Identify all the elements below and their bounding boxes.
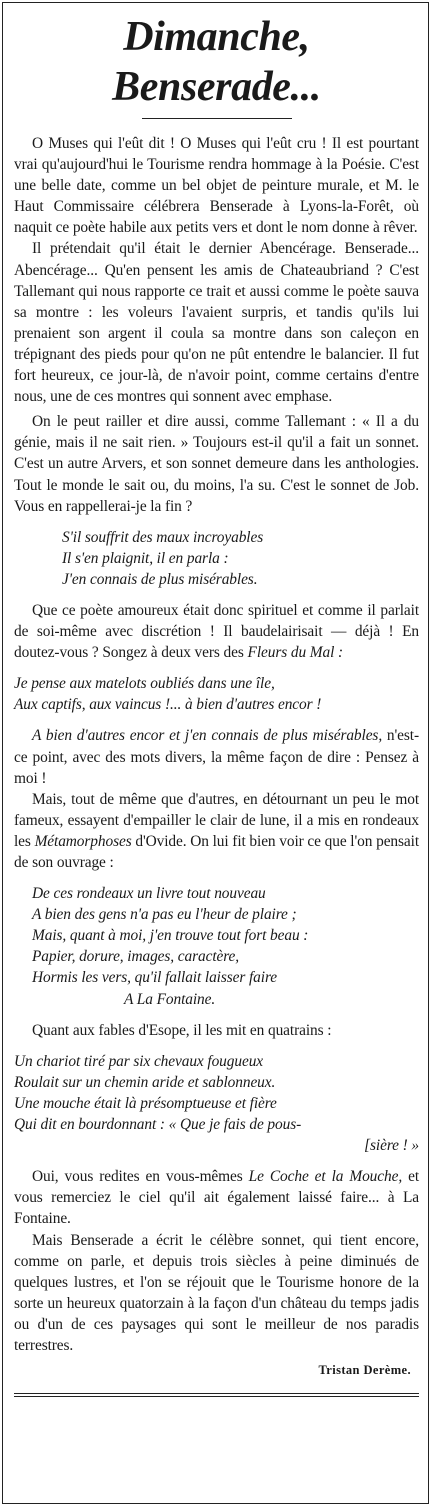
verse-line: Qui dit en bourdonnant : « Que je fais de pous- xyxy=(14,1116,302,1134)
paragraph-2: Il prétendait qu'il était le dernier Abencérage. Benserade... Abencérage... Qu'en pensent les amis de Chateaubriand ? C'est Tallemant qui nous rapporte ce trait et aussi comme le poète sauva sa montre : les voleurs l'avaient surpris, et tandis qu'ils lui prenaient son argent il coula sa montre dans son caleçon en trépignant des pieds pour qu'on ne pût entendre le balancier. Il fut fort heureux, ce jour-là, de n'avoir point, comme certains d'entre nous, une de ces montres qui sonnent avec emphase. xyxy=(14,240,419,406)
verse-quatrain xyxy=(14,1051,419,1156)
verse-job xyxy=(14,527,419,590)
end-rule xyxy=(14,1393,419,1397)
verse-line: Roulait sur un chemin aride et sablonneux. xyxy=(14,1073,276,1091)
verse-rondeau xyxy=(14,883,419,1010)
paragraph-6 xyxy=(14,789,419,873)
verse-line: Hormis les vers, qu'il fallait laisser faire xyxy=(32,969,277,987)
paragraph-4 xyxy=(14,600,419,663)
paragraph-7: Quant aux fables d'Esope, il les mit en quatrains : xyxy=(32,1021,332,1039)
coche-et-mouche: Le Coche et la Mouche, xyxy=(248,1168,403,1186)
verse-line: De ces rondeaux un livre tout nouveau xyxy=(32,885,266,903)
author-signature: Tristan Derème. xyxy=(318,1363,411,1378)
verse-line: Une mouche était là présomptueuse et fière xyxy=(14,1094,277,1112)
fleurs-du-mal: Fleurs du Mal : xyxy=(247,644,344,662)
paragraph-6-text-c: d'Ovide. On lui fit bien voir ce que l'on pensait de son ouvrage : xyxy=(14,832,419,871)
verse-line: Un chariot tiré par six chevaux fougueux xyxy=(14,1052,264,1070)
verse-line: J'en connais de plus misérables. xyxy=(62,570,258,588)
verse-line: S'il souffrit des maux incroyables xyxy=(62,528,264,546)
verse-line: A bien des gens n'a pas eu l'heur de plaire ; xyxy=(32,906,297,924)
verse-line: Papier, dorure, images, caractère, xyxy=(32,948,240,966)
verse-line: A La Fontaine. xyxy=(124,990,216,1008)
title-rule xyxy=(142,118,292,119)
paragraph-1: O Muses qui l'eût dit ! O Muses qui l'eût cru ! Il est pourtant vrai qu'aujourd'hui le Tourisme rendra hommage à la Poésie. C'est une belle date, comme un bel objet de peinture murale, et M. le Haut Commissaire célébrera Benserade à Lyons-la-Forêt, où naquit ce poète habile aux petits vers et dont le nom donne à rêver. xyxy=(14,135,419,237)
verse-line: Je pense aux matelots oubliés dans une île, xyxy=(14,675,275,693)
quote-misérables: A bien d'autres encor et j'en connais de plus misérables, xyxy=(32,727,383,745)
paragraph-4-text: Que ce poète amoureux était donc spirituel et comme il parlait de soi-même avec discrétion ! Il baudelairisait — déjà ! En doutez-vous ? Songez à deux vers des xyxy=(14,601,419,662)
verse-line: Mais, quant à moi, j'en trouve tout fort beau : xyxy=(32,927,309,945)
verse-line: Aux captifs, aux vaincus !... à bien d'autres encor ! xyxy=(14,696,322,714)
paragraph-9: Mais Benserade a écrit le célèbre sonnet, qui tient encore, comme on parle, et depuis trois siècles à peine diminués de quelques lustres, et l'on se réjouit que le Tourisme honore de la sorte un heureux quatorzain à la façon d'un château du temps jadis ou d'un de ces paysages qui sont le meilleur de nos paradis terrestres. xyxy=(14,1231,419,1354)
paragraph-8-text-a: Oui, vous redites en vous-mêmes xyxy=(32,1168,249,1186)
article-title: Dimanche, Benserade... xyxy=(112,14,321,110)
paragraph-3: On le peut railler et dire aussi, comme Tallemant : « Il a du génie, mais il ne sait rien. » Toujours est-il qu'il a fait un sonnet. C'est un autre Arvers, et son sonnet demeure dans les anthologies. Tout le monde le sait ou, du moins, l'a su. C'est le sonnet de Job. Vous en rappellerai-je la fin ? xyxy=(14,413,419,515)
paragraph-6-text-a: Mais, tout de même que d'autres, en détournant un peu le mot fameux, essayent d'empailler le clair de lune, il a mis en rondeaux les xyxy=(14,790,419,850)
paragraph-8-text-c: et vous remerciez le ciel qu'il ait également laissé faire... à La Fontaine. xyxy=(14,1168,420,1228)
article xyxy=(14,12,419,1397)
verse-baudelaire xyxy=(14,673,419,715)
verse-line: [sière ! » xyxy=(364,1137,419,1155)
paragraph-8 xyxy=(14,1166,419,1229)
paragraph-5 xyxy=(14,725,419,788)
verse-line: Il s'en plaignit, il en parla : xyxy=(62,549,229,567)
paragraph-5-text: n'est-ce point, avec des mots divers, la même façon de dire : Pensez à moi ! xyxy=(14,727,420,787)
metamorphoses: Métamorphoses xyxy=(34,832,132,850)
